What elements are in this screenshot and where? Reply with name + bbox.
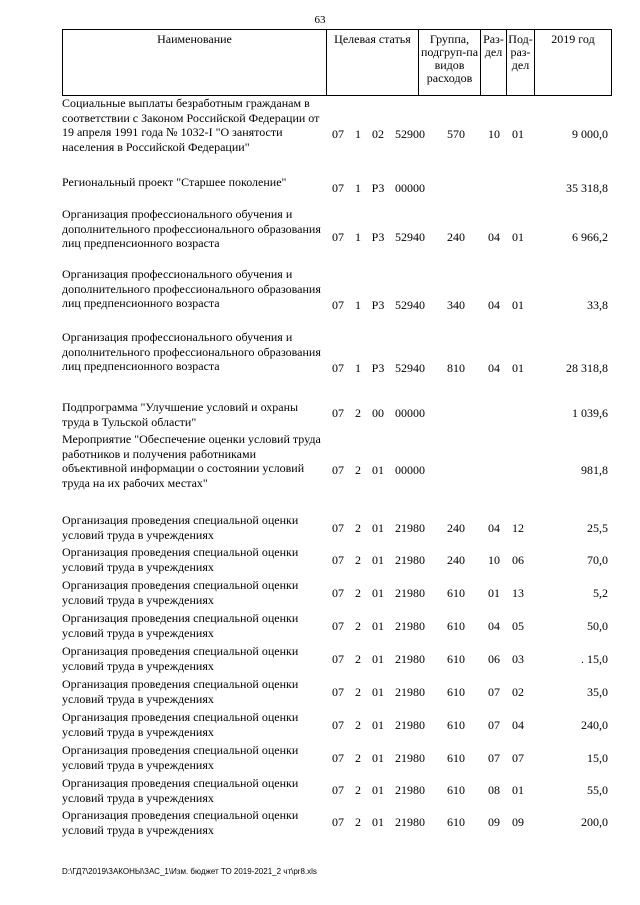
expense-group: 340 xyxy=(447,298,465,312)
target-code-subprogram: 2 xyxy=(355,718,361,732)
expense-group: 570 xyxy=(447,127,465,141)
target-code-program: 07 xyxy=(332,553,344,567)
amount-2019: 981,8 xyxy=(581,463,608,477)
podrazdel: 09 xyxy=(512,815,524,829)
target-code-subprogram: 2 xyxy=(355,685,361,699)
row-name: Организация проведения специальной оценки условий труда в учреждениях xyxy=(62,545,299,574)
target-code-subprogram: 2 xyxy=(355,586,361,600)
target-code-subprogram: 2 xyxy=(355,521,361,535)
razdel: 10 xyxy=(488,553,500,567)
razdel: 04 xyxy=(488,619,500,633)
target-code-subprogram: 2 xyxy=(355,463,361,477)
row-name: Организация проведения специальной оценки условий труда в учреждениях xyxy=(62,710,299,739)
row-name: Организация профессионального обучения и дополнительного профессионального образования лиц предпенсионного возраста xyxy=(62,330,321,373)
target-code-event: 01 xyxy=(372,463,384,477)
target-code-program: 07 xyxy=(332,652,344,666)
row-name: Организация проведения специальной оценки условий труда в учреждениях xyxy=(62,677,299,706)
target-code-subprogram: 1 xyxy=(355,181,361,195)
expense-group: 610 xyxy=(447,685,465,699)
header-target: Целевая статья xyxy=(327,30,419,95)
amount-2019: 6 966,2 xyxy=(572,230,608,244)
target-code-subprogram: 1 xyxy=(355,230,361,244)
amount-2019: 35 318,8 xyxy=(566,181,608,195)
target-code-direction: 21980 xyxy=(395,815,425,829)
target-code-subprogram: 2 xyxy=(355,406,361,420)
amount-2019: 35,0 xyxy=(587,685,608,699)
target-code-subprogram: 2 xyxy=(355,553,361,567)
amount-2019: 9 000,0 xyxy=(572,127,608,141)
expense-group: 610 xyxy=(447,718,465,732)
razdel: 07 xyxy=(488,685,500,699)
razdel: 04 xyxy=(488,298,500,312)
target-code-program: 07 xyxy=(332,783,344,797)
razdel: 07 xyxy=(488,718,500,732)
razdel: 09 xyxy=(488,815,500,829)
amount-2019: 25,5 xyxy=(587,521,608,535)
target-code-program: 07 xyxy=(332,127,344,141)
podrazdel: 01 xyxy=(512,783,524,797)
row-name: Организация проведения специальной оценки условий труда в учреждениях xyxy=(62,611,299,640)
razdel: 06 xyxy=(488,652,500,666)
target-code-direction: 21980 xyxy=(395,685,425,699)
target-code-subprogram: 2 xyxy=(355,652,361,666)
target-code-subprogram: 2 xyxy=(355,619,361,633)
podrazdel: 13 xyxy=(512,586,524,600)
target-code-event: P3 xyxy=(371,230,385,244)
podrazdel: 01 xyxy=(512,127,524,141)
target-code-program: 07 xyxy=(332,718,344,732)
podrazdel: 12 xyxy=(512,521,524,535)
amount-2019: 50,0 xyxy=(587,619,608,633)
target-code-subprogram: 1 xyxy=(355,298,361,312)
target-code-direction: 21980 xyxy=(395,521,425,535)
header-razdel: Раз-дел xyxy=(481,30,507,95)
target-code-subprogram: 1 xyxy=(355,361,361,375)
expense-group: 610 xyxy=(447,652,465,666)
expense-group: 240 xyxy=(447,553,465,567)
header-year: 2019 год xyxy=(551,32,595,46)
header-group: Группа, подгруп-па видов расходов xyxy=(419,30,481,95)
target-code-event: P3 xyxy=(371,298,385,312)
target-code-event: 00 xyxy=(372,406,384,420)
row-name: Подпрограмма "Улучшение условий и охраны труда в Тульской области" xyxy=(62,400,299,429)
target-code-direction: 00000 xyxy=(395,181,425,195)
podrazdel: 06 xyxy=(512,553,524,567)
row-name: Региональный проект "Старшее поколение" xyxy=(62,175,287,189)
podrazdel: 05 xyxy=(512,619,524,633)
target-code-event: P3 xyxy=(371,181,385,195)
target-code-program: 07 xyxy=(332,521,344,535)
amount-2019: 33,8 xyxy=(587,298,608,312)
target-code-direction: 00000 xyxy=(395,463,425,477)
target-code-event: 01 xyxy=(372,815,384,829)
target-code-direction: 52940 xyxy=(395,230,425,244)
row-name: Организация проведения специальной оценки условий труда в учреждениях xyxy=(62,513,299,542)
target-code-event: 01 xyxy=(372,553,384,567)
target-code-program: 07 xyxy=(332,685,344,699)
target-code-direction: 21980 xyxy=(395,652,425,666)
razdel: 04 xyxy=(488,361,500,375)
row-name: Организация проведения специальной оценки условий труда в учреждениях xyxy=(62,808,299,837)
podrazdel: 07 xyxy=(512,751,524,765)
amount-2019: 240,0 xyxy=(581,718,608,732)
target-code-subprogram: 2 xyxy=(355,783,361,797)
target-code-event: P3 xyxy=(371,361,385,375)
target-code-program: 07 xyxy=(332,619,344,633)
row-name: Организация профессионального обучения и дополнительного профессионального образования лиц предпенсионного возраста xyxy=(62,267,321,310)
page-number: 63 xyxy=(314,14,326,26)
razdel: 01 xyxy=(488,586,500,600)
target-code-event: 01 xyxy=(372,652,384,666)
target-code-event: 01 xyxy=(372,521,384,535)
target-code-program: 07 xyxy=(332,586,344,600)
row-name: Организация проведения специальной оценки условий труда в учреждениях xyxy=(62,776,299,805)
target-code-direction: 21980 xyxy=(395,553,425,567)
podrazdel: 01 xyxy=(512,298,524,312)
podrazdel: 02 xyxy=(512,685,524,699)
file-path-footer: D:\ГД7\2019\ЗАКОНЫ\ЗАС_1\Изм. бюджет ТО 2019-2021_2 чт\pr8.xls xyxy=(62,867,317,876)
target-code-direction: 52940 xyxy=(395,361,425,375)
amount-2019: . 15,0 xyxy=(581,652,608,666)
target-code-program: 07 xyxy=(332,751,344,765)
row-name: Мероприятие "Обеспечение оценки условий труда работников и получения работниками объективной информации о состоянии условий труда на их рабочих местах" xyxy=(62,432,321,490)
target-code-event: 01 xyxy=(372,619,384,633)
target-code-direction: 21980 xyxy=(395,718,425,732)
amount-2019: 5,2 xyxy=(593,586,608,600)
amount-2019: 55,0 xyxy=(587,783,608,797)
row-name: Организация проведения специальной оценки условий труда в учреждениях xyxy=(62,644,299,673)
podrazdel: 01 xyxy=(512,230,524,244)
expense-group: 610 xyxy=(447,619,465,633)
table-header xyxy=(62,29,612,96)
header-name: Наименование xyxy=(63,30,327,95)
target-code-direction: 52900 xyxy=(395,127,425,141)
target-code-program: 07 xyxy=(332,463,344,477)
target-code-direction: 21980 xyxy=(395,751,425,765)
target-code-event: 01 xyxy=(372,783,384,797)
target-code-direction: 21980 xyxy=(395,783,425,797)
target-code-program: 07 xyxy=(332,230,344,244)
target-code-event: 01 xyxy=(372,718,384,732)
amount-2019: 15,0 xyxy=(587,751,608,765)
row-name: Организация проведения специальной оценки условий труда в учреждениях xyxy=(62,743,299,772)
expense-group: 610 xyxy=(447,751,465,765)
target-code-program: 07 xyxy=(332,815,344,829)
amount-2019: 1 039,6 xyxy=(572,406,608,420)
target-code-event: 01 xyxy=(372,586,384,600)
expense-group: 610 xyxy=(447,783,465,797)
razdel: 08 xyxy=(488,783,500,797)
expense-group: 240 xyxy=(447,230,465,244)
razdel: 04 xyxy=(488,521,500,535)
target-code-event: 01 xyxy=(372,751,384,765)
target-code-event: 01 xyxy=(372,685,384,699)
row-name: Социальные выплаты безработным гражданам в соответствии с Законом Российской Федерации от 19 апреля 1991 года № 1032-I "О занятости населения в Российской Федерации" xyxy=(62,96,320,154)
target-code-direction: 21980 xyxy=(395,619,425,633)
target-code-program: 07 xyxy=(332,298,344,312)
target-code-subprogram: 2 xyxy=(355,751,361,765)
target-code-subprogram: 2 xyxy=(355,815,361,829)
podrazdel: 04 xyxy=(512,718,524,732)
target-code-direction: 21980 xyxy=(395,586,425,600)
amount-2019: 28 318,8 xyxy=(566,361,608,375)
podrazdel: 03 xyxy=(512,652,524,666)
target-code-subprogram: 1 xyxy=(355,127,361,141)
expense-group: 810 xyxy=(447,361,465,375)
target-code-direction: 52940 xyxy=(395,298,425,312)
target-code-program: 07 xyxy=(332,181,344,195)
podrazdel: 01 xyxy=(512,361,524,375)
razdel: 07 xyxy=(488,751,500,765)
target-code-program: 07 xyxy=(332,406,344,420)
target-code-direction: 00000 xyxy=(395,406,425,420)
row-name: Организация профессионального обучения и дополнительного профессионального образования лиц предпенсионного возраста xyxy=(62,207,321,250)
razdel: 10 xyxy=(488,127,500,141)
row-name: Организация проведения специальной оценки условий труда в учреждениях xyxy=(62,578,299,607)
expense-group: 610 xyxy=(447,815,465,829)
expense-group: 610 xyxy=(447,586,465,600)
amount-2019: 70,0 xyxy=(587,553,608,567)
razdel: 04 xyxy=(488,230,500,244)
header-podrazdel: Под-раз-дел xyxy=(507,30,535,95)
expense-group: 240 xyxy=(447,521,465,535)
target-code-event: 02 xyxy=(372,127,384,141)
target-code-program: 07 xyxy=(332,361,344,375)
amount-2019: 200,0 xyxy=(581,815,608,829)
